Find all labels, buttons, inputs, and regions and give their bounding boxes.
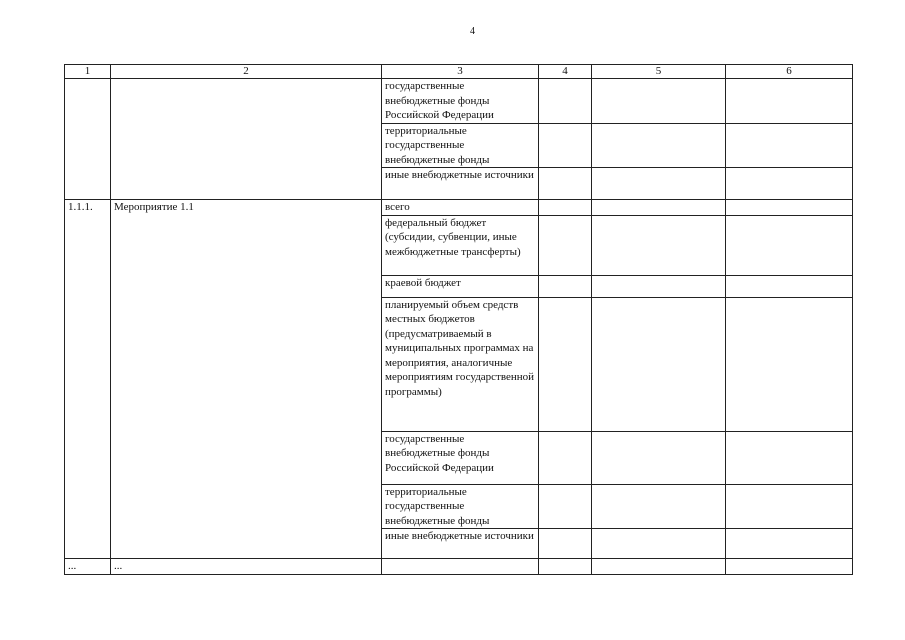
funding-source-cell: государственные внебюджетные фонды Российской Федерации (382, 79, 539, 124)
ellipsis-cell: ... (111, 559, 382, 575)
funding-source-cell: всего (382, 200, 539, 216)
funding-source-cell: территориальные государственные внебюджетные фонды (382, 123, 539, 168)
number-cell (65, 79, 111, 200)
column-header: 3 (382, 65, 539, 79)
column-header: 4 (539, 65, 592, 79)
column-header: 6 (726, 65, 853, 79)
page-number: 4 (470, 26, 475, 37)
funding-source-cell: территориальные государственные внебюджетные фонды (382, 484, 539, 529)
table-row (65, 200, 853, 216)
funding-source-cell: федеральный бюджет (субсидии, субвенции, иные межбюджетные трансферты) (382, 215, 539, 275)
column-header: 2 (111, 65, 382, 79)
table-row (65, 559, 853, 575)
column-header: 1 (65, 65, 111, 79)
ellipsis-cell: ... (65, 559, 111, 575)
funding-source-cell: государственные внебюджетные фонды Российской Федерации (382, 431, 539, 484)
column-header: 5 (592, 65, 726, 79)
funding-source-cell: планируемый объем средств местных бюджетов (предусматриваемый в муниципальных программах на мероприятия, аналогичные мероприятиям государственной программы) (382, 297, 539, 431)
header-row (65, 65, 853, 79)
funding-source-cell: краевой бюджет (382, 275, 539, 297)
budget-table (64, 64, 853, 575)
funding-source-cell: иные внебюджетные источники (382, 529, 539, 559)
funding-source-cell: иные внебюджетные источники (382, 168, 539, 200)
table-row (65, 79, 853, 124)
measure-number: 1.1.1. (65, 200, 111, 559)
measure-name: Мероприятие 1.1 (111, 200, 382, 559)
name-cell (111, 79, 382, 200)
